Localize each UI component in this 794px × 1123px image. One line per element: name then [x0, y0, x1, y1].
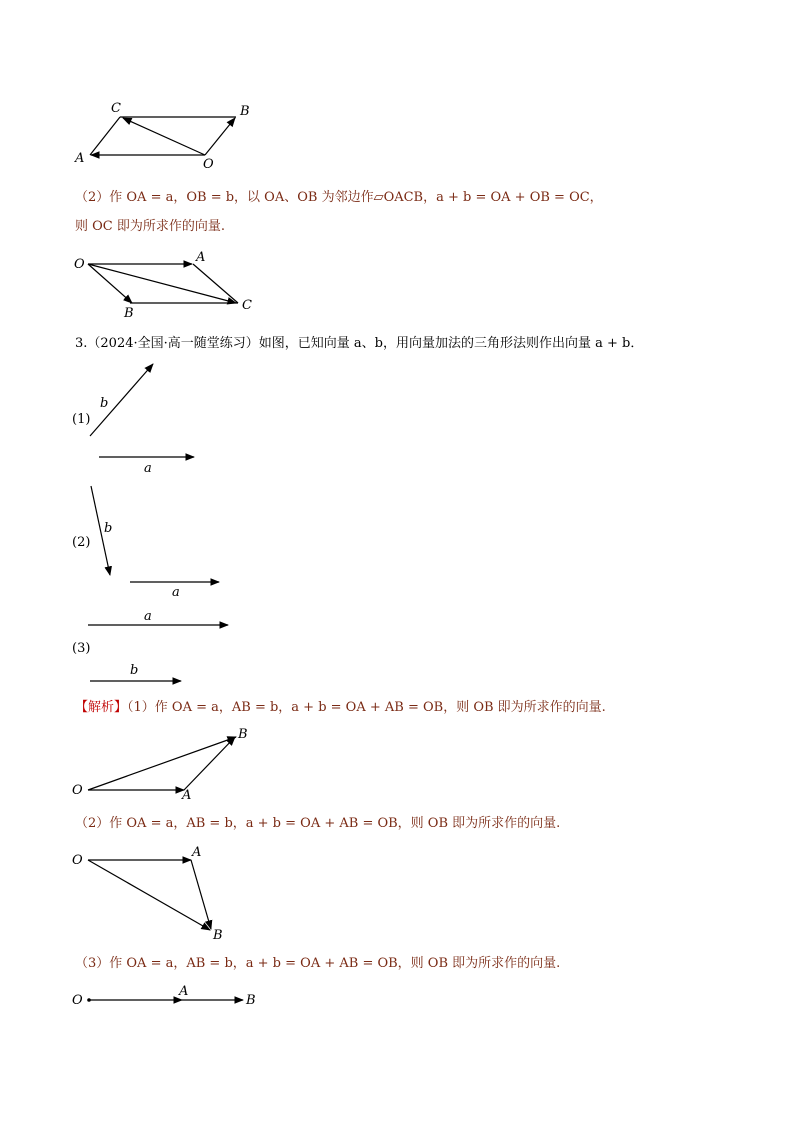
fig2-label-b: B: [124, 306, 134, 321]
ans1-vector-ob: [88, 737, 236, 790]
ans1-label-a: A: [182, 788, 192, 803]
ans1-label-o: O: [72, 783, 83, 798]
vector-oc: [123, 118, 205, 155]
answer-2-figure: [88, 860, 211, 930]
ans3-label-o: O: [72, 993, 83, 1008]
fig1-label-o: O: [203, 157, 214, 172]
question-3-text: 3.（2024·全国·高一随堂练习）如图，已知向量 a、b，用向量加法的三角形法则作出向量 a + b．: [75, 336, 644, 351]
figure-parallelogram-acbo: [90, 117, 236, 155]
fig1-label-c: C: [111, 101, 121, 116]
fig2-label-o: O: [74, 257, 85, 272]
fig2-label-a: A: [196, 250, 206, 265]
q3-label-3: (3): [72, 641, 91, 656]
ans2-label-a: A: [192, 845, 202, 860]
vector-ob: [205, 118, 235, 155]
ans3-label-b: B: [246, 993, 256, 1008]
answer-1-figure: [88, 737, 236, 790]
q3-3-label-a: a: [144, 609, 152, 624]
q3-1-label-b: b: [100, 396, 109, 411]
segment-ca: [90, 117, 120, 155]
fig1-label-b: B: [240, 104, 250, 119]
solution-2-line-2: 则 OC 即为所求作的向量.: [75, 219, 226, 234]
q3-label-1: (1): [72, 412, 91, 427]
analysis-part-3: （3）作 OA = a，AB = b，a + b = OA + AB = OB，则 OB 即为所求作的向量.: [75, 956, 561, 971]
analysis-part-1: （1）作 OA = a，AB = b，a + b = OA + AB = OB，则 OB 即为所求作的向量.: [127, 700, 606, 715]
ans2-vector-ob: [88, 860, 210, 930]
ans2-label-b: B: [213, 928, 223, 943]
analysis-tag: 【解析】: [75, 700, 128, 715]
answer-3-figure: [87, 998, 243, 1002]
q3-label-2: (2): [72, 535, 91, 550]
q3-3-label-b: b: [130, 663, 139, 678]
ans2-label-o: O: [72, 853, 83, 868]
analysis-part-2: （2）作 OA = a，AB = b，a + b = OA + AB = OB，则 OB 即为所求作的向量.: [75, 816, 561, 831]
q3-2-label-b: b: [104, 521, 113, 536]
solution-2-line-1: （2）作 OA = a，OB = b，以 OA、OB 为邻边作▱OACB，a + b = OA + OB = OC，: [75, 190, 603, 205]
analysis-line-1: [75, 700, 606, 716]
q3-2-label-a: a: [172, 585, 180, 600]
ans1-vector-ab: [184, 737, 235, 790]
fig1-label-a: A: [75, 151, 85, 166]
q3-1-label-a: a: [144, 461, 152, 476]
figure-parallelogram-oacb: [88, 264, 238, 303]
ans1-label-b: B: [238, 727, 248, 742]
ans3-label-a: A: [179, 984, 189, 999]
ans2-vector-ab: [191, 860, 211, 929]
fig2-label-c: C: [242, 298, 252, 313]
